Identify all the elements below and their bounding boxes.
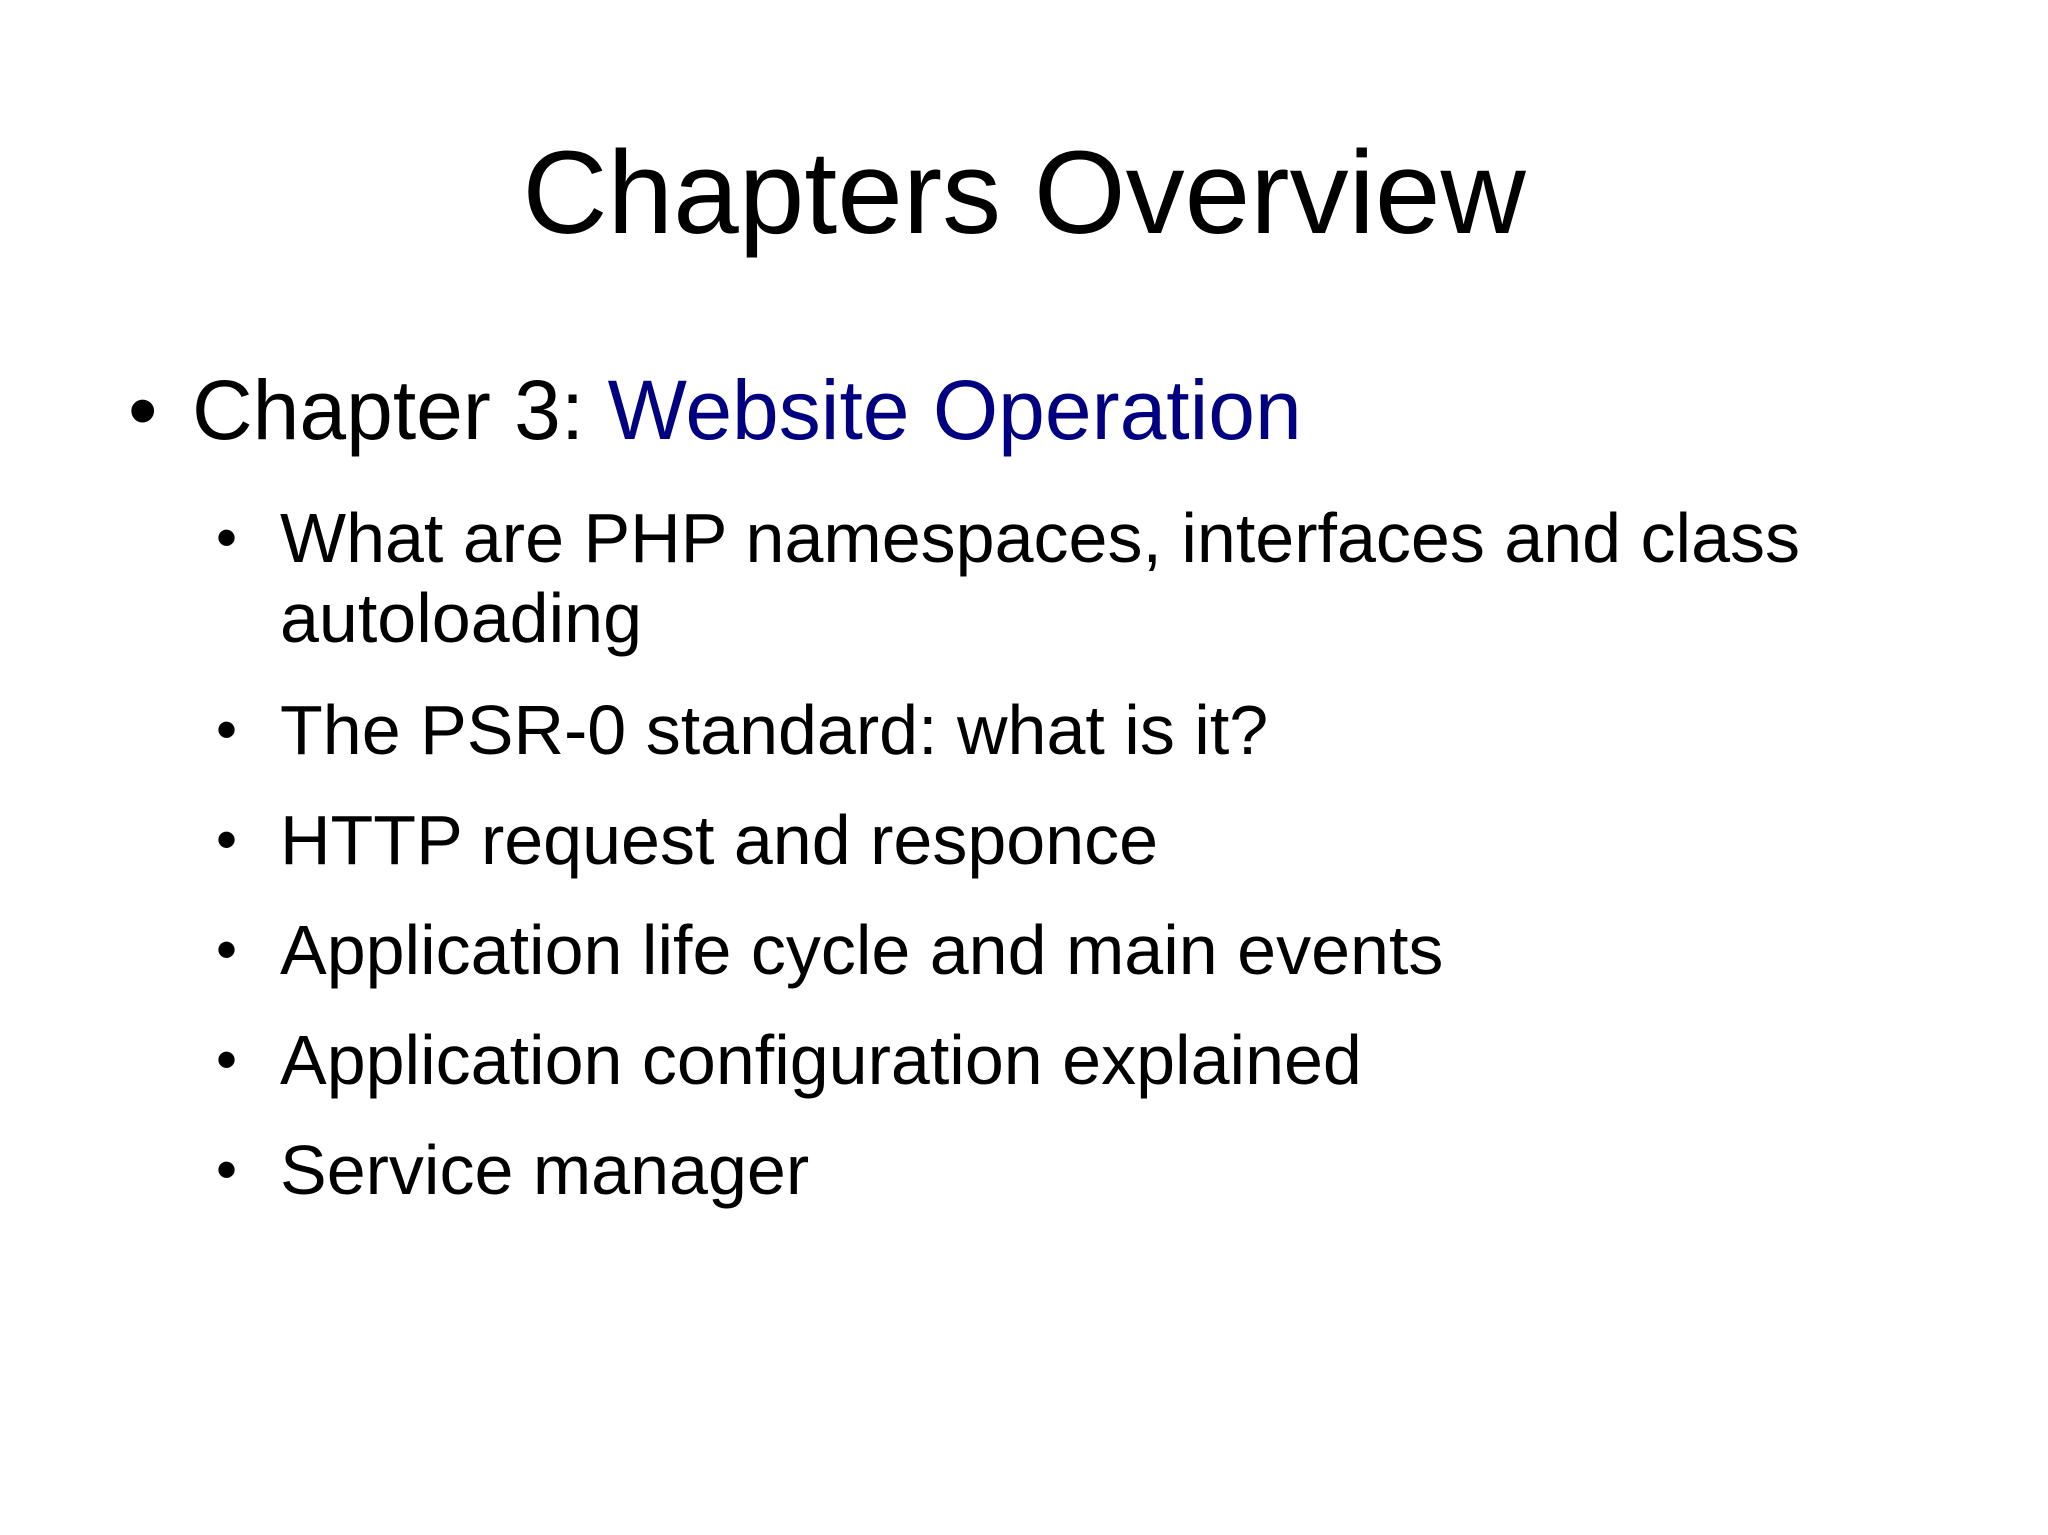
bullet-icon: • bbox=[216, 806, 238, 873]
bullet-icon: • bbox=[216, 916, 238, 983]
sub-bullet-text: HTTP request and responce bbox=[280, 801, 1159, 879]
main-bullet-prefix: Chapter 3: bbox=[192, 363, 608, 457]
bullet-icon: • bbox=[216, 504, 238, 571]
bullet-icon: • bbox=[128, 363, 158, 457]
sub-bullet-text: Application life cycle and main events bbox=[280, 911, 1444, 989]
bullet-icon: • bbox=[216, 696, 238, 763]
slide-title: Chapters Overview bbox=[522, 127, 1526, 259]
sub-bullet-text: Application configuration explained bbox=[280, 1021, 1362, 1099]
sub-bullet-text: Service manager bbox=[280, 1131, 810, 1209]
bullet-icon: • bbox=[216, 1026, 238, 1093]
main-bullet-text bbox=[192, 362, 1302, 458]
sub-bullet-text: What are PHP namespaces, interfaces and class autoloading bbox=[280, 499, 1801, 657]
main-bullet-highlight: Website Operation bbox=[607, 363, 1302, 457]
sub-bullet-text: The PSR-0 standard: what is it? bbox=[280, 691, 1269, 769]
bullet-icon: • bbox=[216, 1136, 238, 1203]
